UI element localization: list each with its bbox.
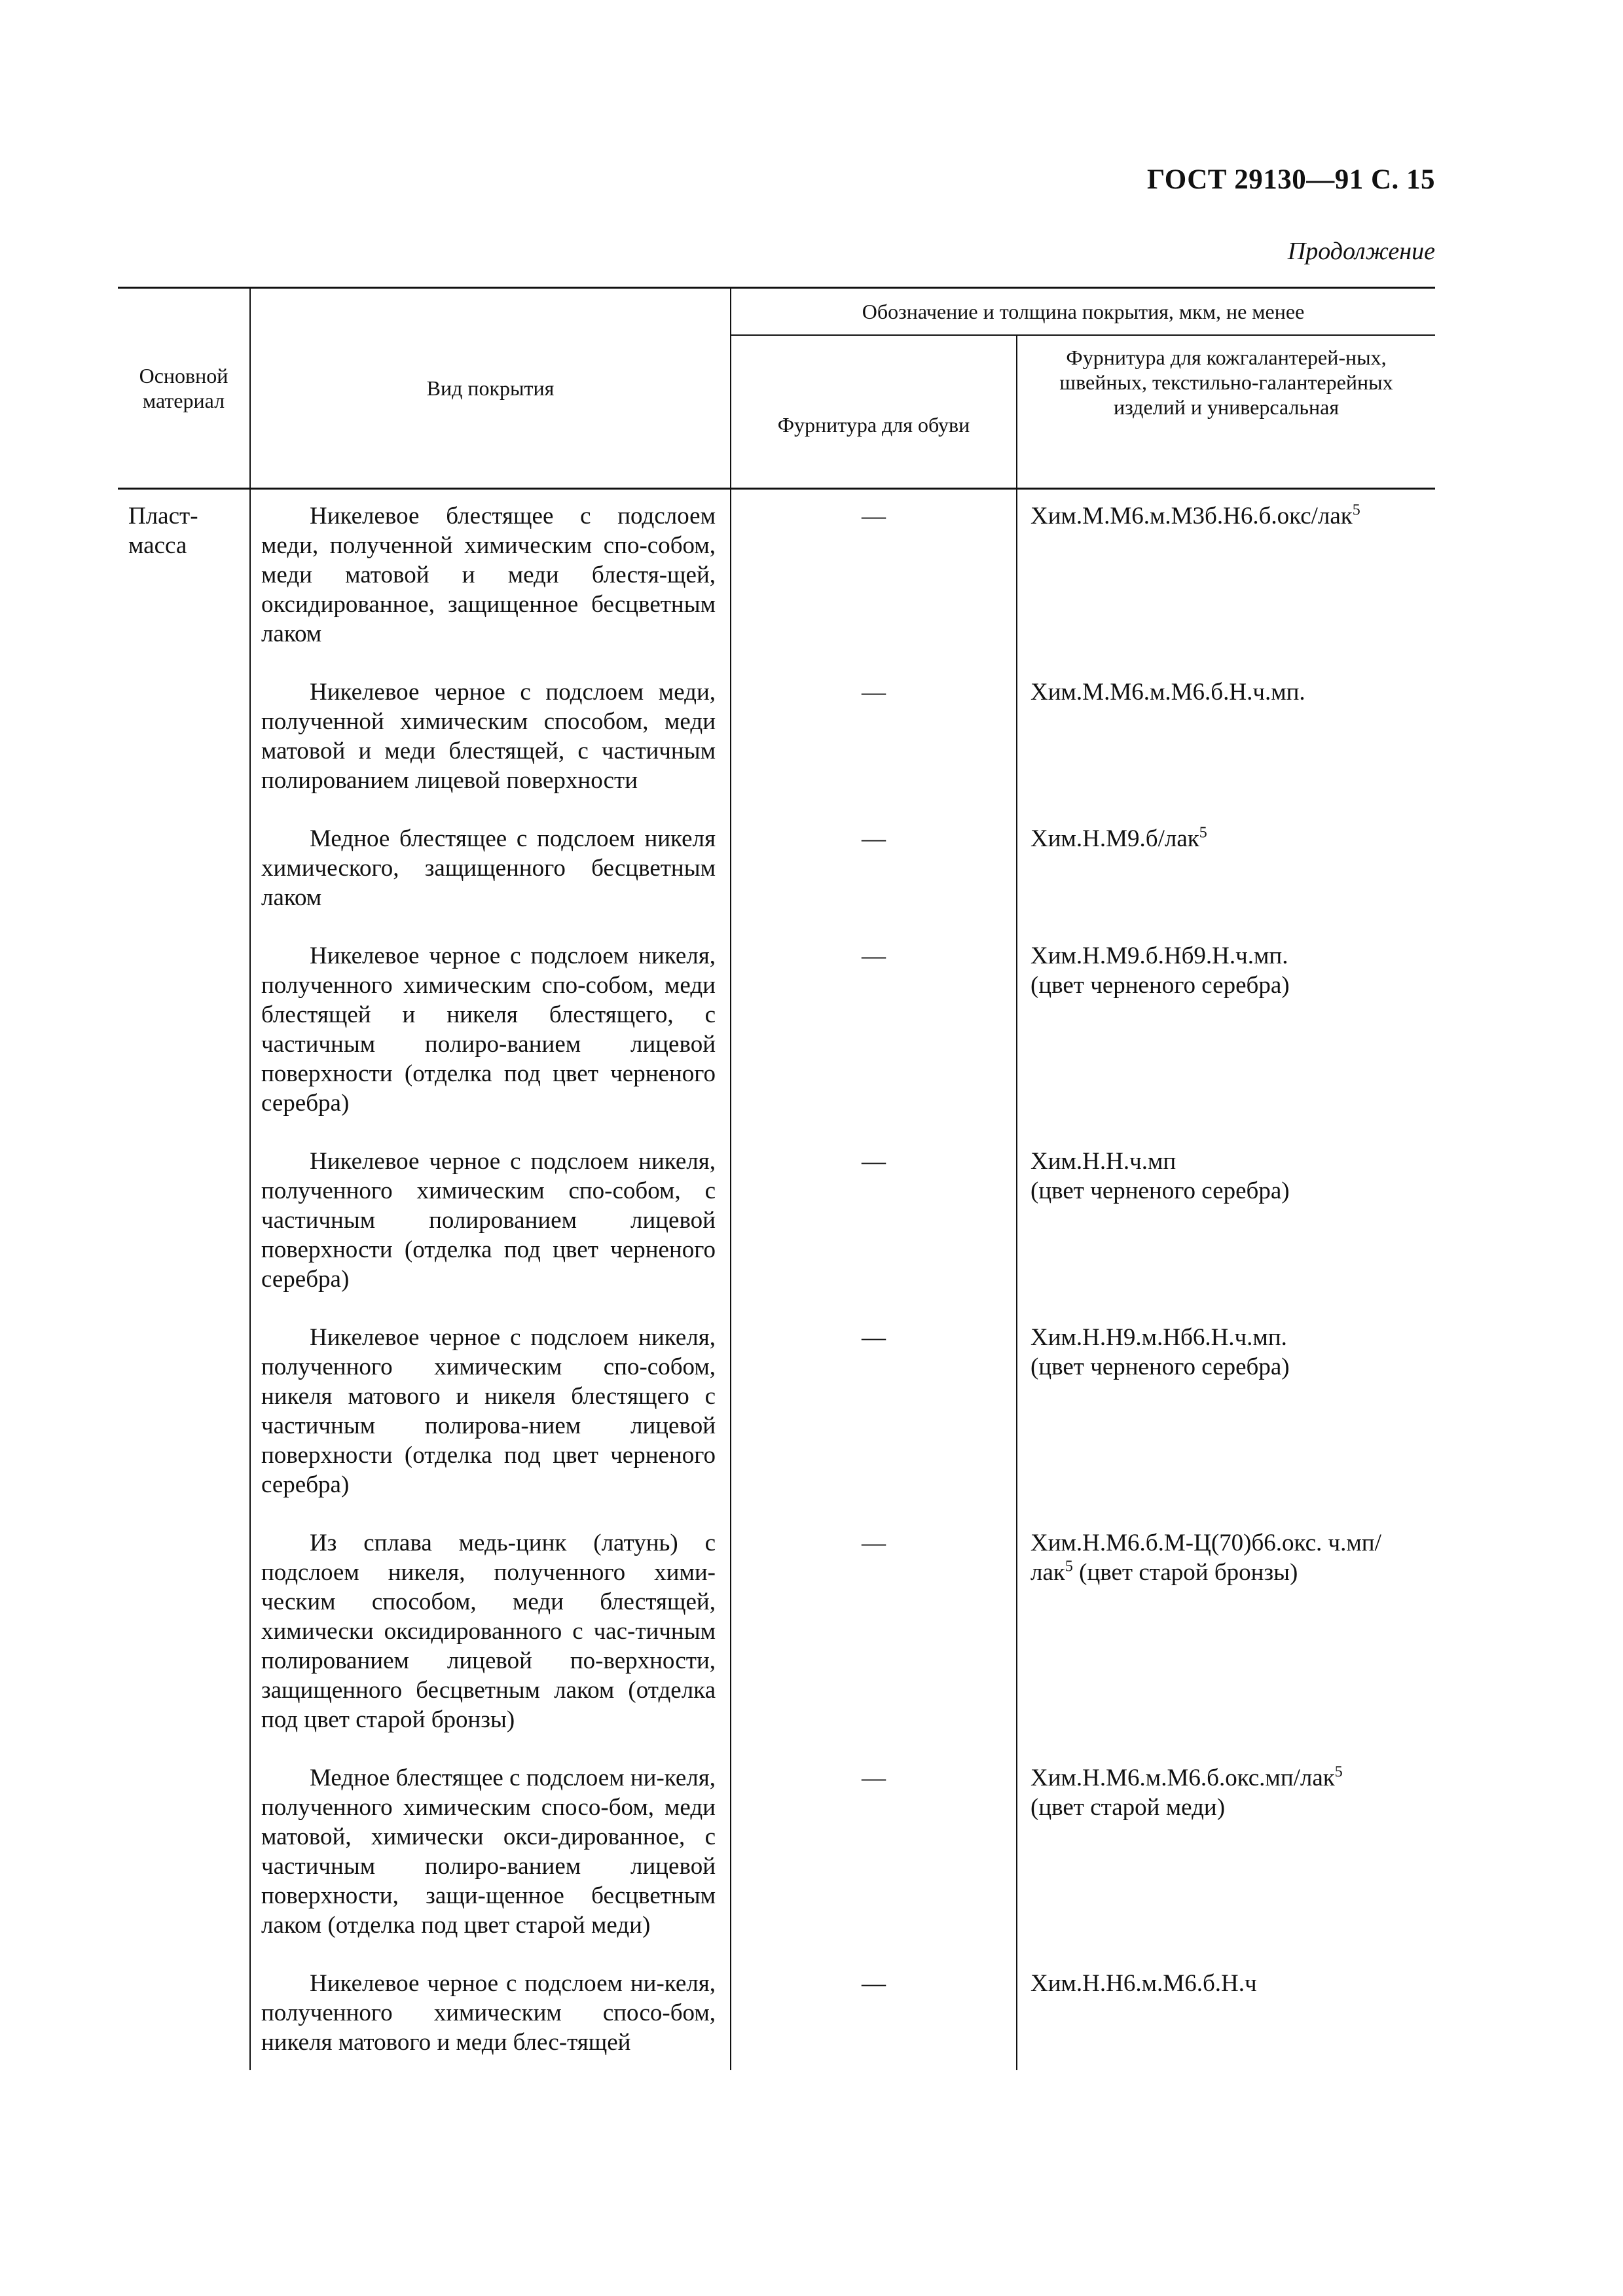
header-designation-group: Обозначение и толщина покрытия, мкм, не менее — [731, 288, 1435, 336]
coating-description: Никелевое черное с подслоем никеля, полученного химическим спо-собом, с частичным полированием лицевой поверхности (отделка под цвет черненого серебра) — [250, 1147, 731, 1323]
coatings-table — [118, 287, 1435, 2070]
footwear-value: — — [731, 1147, 1017, 1323]
code-note: (цвет старой бронзы) — [1079, 1559, 1298, 1586]
footwear-value: — — [731, 824, 1017, 941]
code-note: (цвет черненого серебра) — [1030, 972, 1290, 999]
code-note: (цвет старой меди) — [1030, 1794, 1226, 1821]
coating-code — [1017, 1147, 1435, 1323]
coating-code — [1017, 1323, 1435, 1528]
footnote-ref: 5 — [1334, 1763, 1343, 1781]
table-row — [118, 824, 1435, 941]
code-text: Хим.Н.Н6.м.М6.б.Н.ч — [1030, 1970, 1257, 1997]
code-note: (цвет черненого серебра) — [1030, 1177, 1290, 1204]
coating-description: Никелевое черное с подслоем ни-келя, полученного химическим спосо-бом, никеля матового и меди блес-тящей — [250, 1969, 731, 2070]
code-text: Хим.Н.М6.м.М6.б.окс.мп/лак — [1030, 1765, 1335, 1791]
table-row — [118, 1147, 1435, 1323]
coating-description: Никелевое черное с подслоем никеля, полученного химическим спо-собом, никеля матового и никеля блестящего с частичным полирова-нием лицевой поверхности (отделка под цвет черненого серебра) — [250, 1323, 731, 1528]
coating-description: Никелевое черное с подслоем никеля, полученного химическим спо-собом, меди блестящей и никеля блестящего, с частичным полиро-ванием лицевой поверхности (отделка под цвет черненого серебра) — [250, 941, 731, 1147]
code-text: Хим.Н.Н9.м.Нб6.Н.ч.мп. — [1030, 1324, 1287, 1351]
header-coating-type: Вид покрытия — [250, 288, 731, 489]
base-material-cell: Пласт-масса — [118, 489, 250, 2071]
code-text: Хим.Н.М9.б/лак — [1030, 825, 1199, 852]
coating-description: Медное блестящее с подслоем ни-келя, полученного химическим спосо-бом, меди матовой, химически окси-дированное, с частичным полиро-ванием лицевой поверхности, защи-щенное бесцветным лаком (отделка под цвет старой меди) — [250, 1763, 731, 1969]
code-text: Хим.Н.М9.б.Нб9.Н.ч.мп. — [1030, 942, 1288, 969]
footnote-ref: 5 — [1352, 501, 1360, 519]
footwear-value: — — [731, 489, 1017, 678]
code-text: Хим.М.М6.м.М3б.Н6.б.окс/лак — [1030, 503, 1353, 529]
coating-code — [1017, 1763, 1435, 1969]
coating-code — [1017, 1528, 1435, 1763]
table-row — [118, 1528, 1435, 1763]
footwear-value: — — [731, 1969, 1017, 2070]
footwear-value: — — [731, 1528, 1017, 1763]
coating-description: Медное блестящее с подслоем никеля химического, защищенного бесцветным лаком — [250, 824, 731, 941]
coating-description: Никелевое черное с подслоем меди, полученной химическим способом, меди матовой и меди блестящей, с частичным полированием лицевой поверхности — [250, 677, 731, 824]
table-row — [118, 1323, 1435, 1528]
coating-description: Никелевое блестящее с подслоем меди, полученной химическим спо-собом, меди матовой и меди блестя-щей, оксидированное, защищенное бесцветным лаком — [250, 489, 731, 678]
footwear-value: — — [731, 1763, 1017, 1969]
code-note: (цвет черненого серебра) — [1030, 1354, 1290, 1380]
coating-code — [1017, 941, 1435, 1147]
page-header: ГОСТ 29130—91 С. 15 — [1146, 164, 1435, 195]
table-row — [118, 1763, 1435, 1969]
coating-code — [1017, 489, 1435, 678]
footnote-ref: 5 — [1199, 824, 1207, 842]
table-row — [118, 677, 1435, 824]
code-text: Хим.М.М6.м.М6.б.Н.ч.мп. — [1030, 679, 1305, 706]
code-text: Хим.Н.Н.ч.мп — [1030, 1148, 1176, 1175]
continuation-label: Продолжение — [1287, 238, 1435, 265]
table-row — [118, 489, 1435, 678]
header-base-material: Основной материал — [118, 288, 250, 489]
coating-code — [1017, 824, 1435, 941]
footwear-value: — — [731, 941, 1017, 1147]
header-footwear: Фурнитура для обуви — [731, 335, 1017, 489]
coating-code — [1017, 1969, 1435, 2070]
footnote-ref: 5 — [1065, 1558, 1073, 1575]
coating-code — [1017, 677, 1435, 824]
table-row — [118, 1969, 1435, 2070]
code-text: Хим.Н.М6.б.М-Ц(70)б6.окс. ч.мп/лак — [1030, 1530, 1381, 1586]
coating-description: Из сплава медь-цинк (латунь) с подслоем никеля, полученного хими-ческим способом, меди блестящей, химически оксидированного с час-тичным полированием лицевой по-верхности, защищенного бесцветным лаком (отделка под цвет старой бронзы) — [250, 1528, 731, 1763]
table-row — [118, 941, 1435, 1147]
footwear-value: — — [731, 1323, 1017, 1528]
footwear-value: — — [731, 677, 1017, 824]
header-haberdashery: Фурнитура для кожгалантерей-ных, швейных, текстильно-галантерейных изделий и универсальная — [1017, 335, 1435, 489]
